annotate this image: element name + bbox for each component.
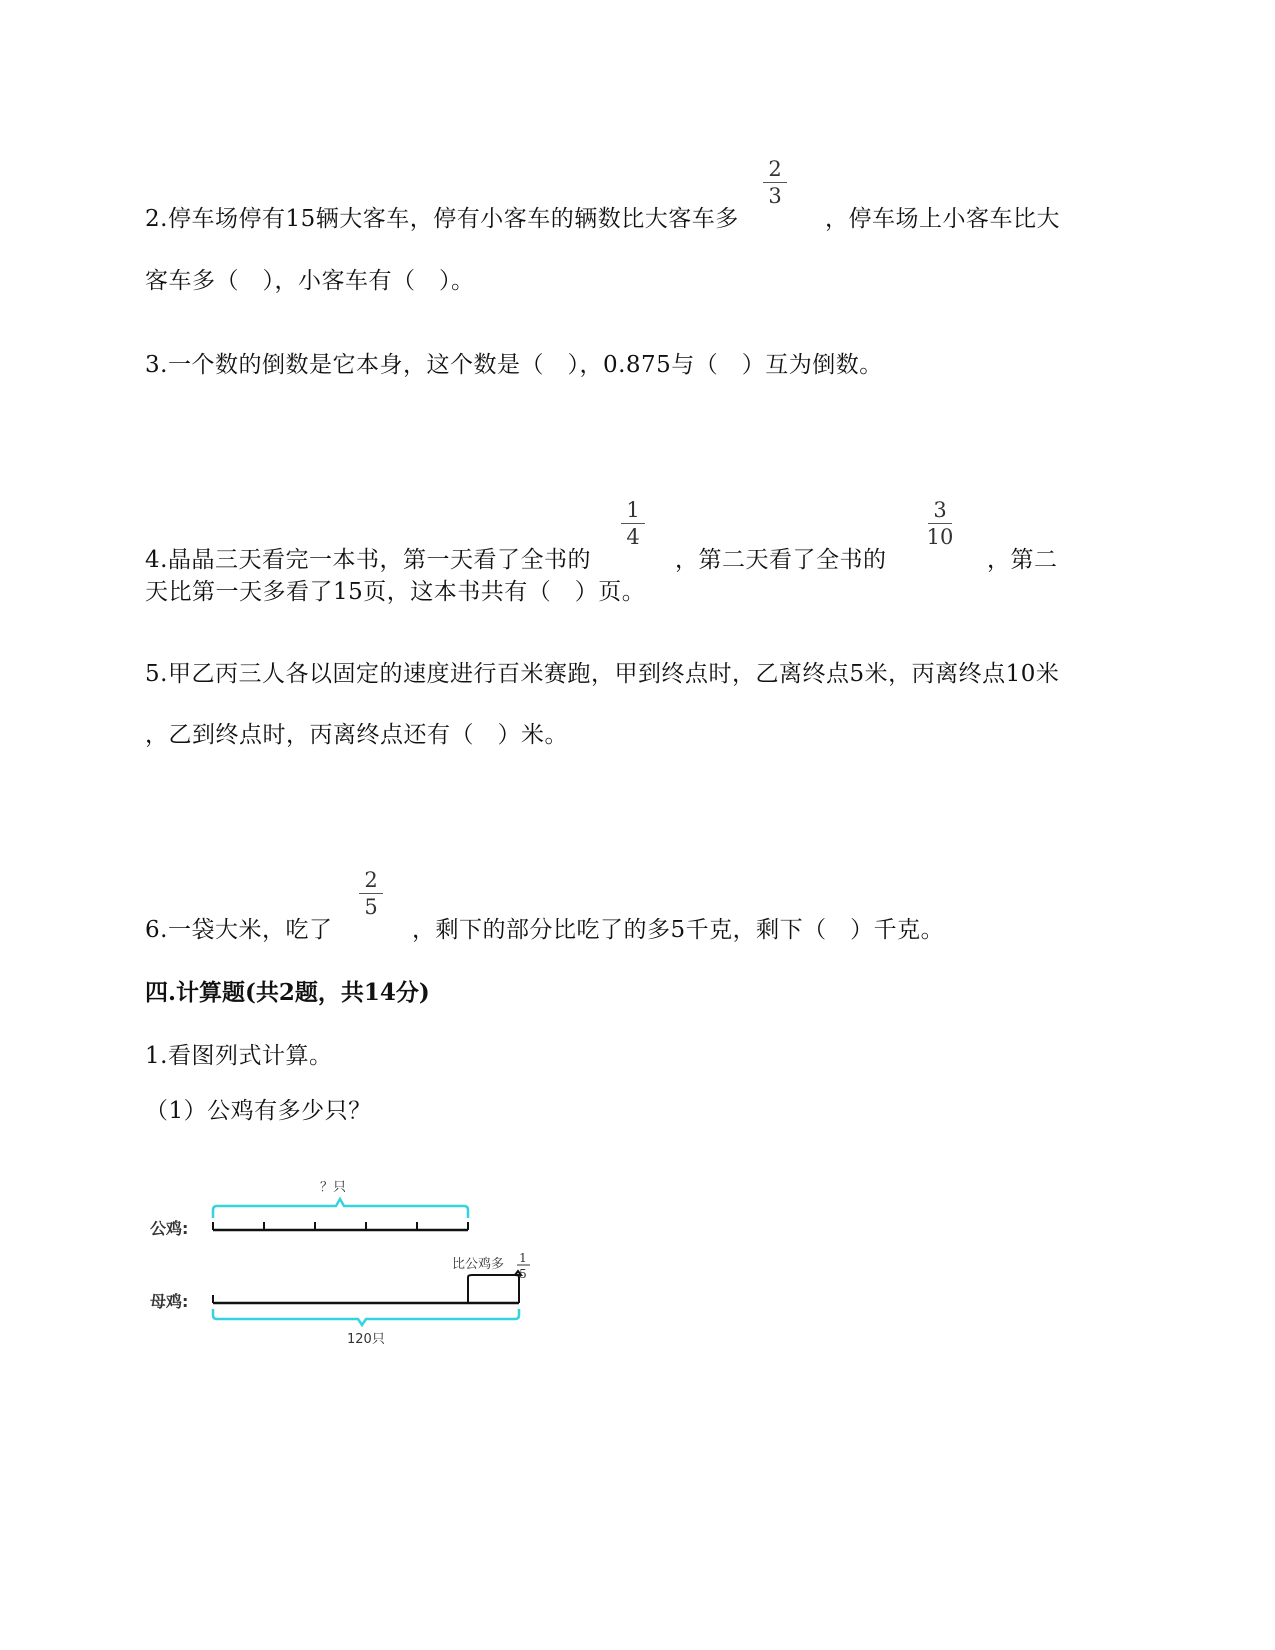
- q6-frac-bar: [359, 893, 383, 894]
- rooster-top-brace: [213, 1199, 468, 1218]
- q4-frac2-bar: [928, 523, 952, 524]
- hen-label: 母鸡:: [150, 1292, 189, 1311]
- q6-fraction: [351, 868, 391, 919]
- more-than-label: 比公鸡多: [452, 1257, 505, 1272]
- q6-frac-den: 5: [364, 895, 378, 919]
- more-small-brace-right: [472, 1275, 519, 1281]
- q4-frac2-den: 10: [926, 525, 954, 549]
- q4-line1a: 4.晶晶三天看完一本书，第一天看了全书的: [145, 547, 591, 573]
- q2-fraction: [755, 157, 795, 208]
- q2-line1a: 2.停车场停有15辆大客车，停有小客车的辆数比大客车多: [145, 206, 739, 232]
- q6-line1b: ，剩下的部分比吃了的多5千克，剩下（ ）千克。: [412, 917, 945, 943]
- q5-line2: ，乙到终点时，丙离终点还有（ ）米。: [145, 722, 568, 748]
- q4-fraction-2: [920, 498, 960, 549]
- more-frac-num: 1: [519, 1251, 527, 1265]
- more-frac-den: 5: [519, 1267, 527, 1281]
- rooster-label: 公鸡:: [150, 1219, 189, 1238]
- q4-line1c: ，第二: [987, 547, 1058, 573]
- q4-frac1-num: 1: [626, 498, 640, 522]
- q2-frac-bar: [763, 182, 787, 183]
- q4-frac1-den: 4: [626, 525, 640, 549]
- q6-line1a: 6.一袋大米，吃了: [145, 917, 333, 943]
- q4-fraction-1: [613, 498, 653, 549]
- q2-line1b: ，停车场上小客车比大: [825, 206, 1060, 232]
- q2-frac-num: 2: [768, 157, 782, 181]
- calc-q1-title: 1.看图列式计算。: [145, 1043, 333, 1069]
- q4-frac1-bar: [621, 523, 645, 524]
- q2-frac-den: 3: [768, 184, 782, 208]
- rooster-question-label: ？只: [320, 1180, 347, 1195]
- total-label: 120只: [347, 1332, 385, 1347]
- hen-bottom-brace: [213, 1309, 519, 1325]
- q4-line2: 天比第一天多看了15页，这本书共有（ ）页。: [145, 579, 646, 605]
- line-segment-diagram: [140, 1180, 560, 1350]
- calc-q1-subquestion: （1）公鸡有多少只？: [145, 1098, 372, 1124]
- q4-frac2-num: 3: [933, 498, 947, 522]
- q2-line2: 客车多（ ），小客车有（ ）。: [145, 268, 475, 294]
- q3-line1: 3.一个数的倒数是它本身，这个数是（ ），0.875与（ ）互为倒数。: [145, 352, 883, 378]
- section-heading: 四.计算题(共2题，共14分): [145, 979, 430, 1006]
- q6-frac-num: 2: [364, 868, 378, 892]
- q5-line1: 5.甲乙丙三人各以固定的速度进行百米赛跑，甲到终点时，乙离终点5米，丙离终点10米: [145, 661, 1060, 687]
- q4-line1b: ，第二天看了全书的: [675, 547, 887, 573]
